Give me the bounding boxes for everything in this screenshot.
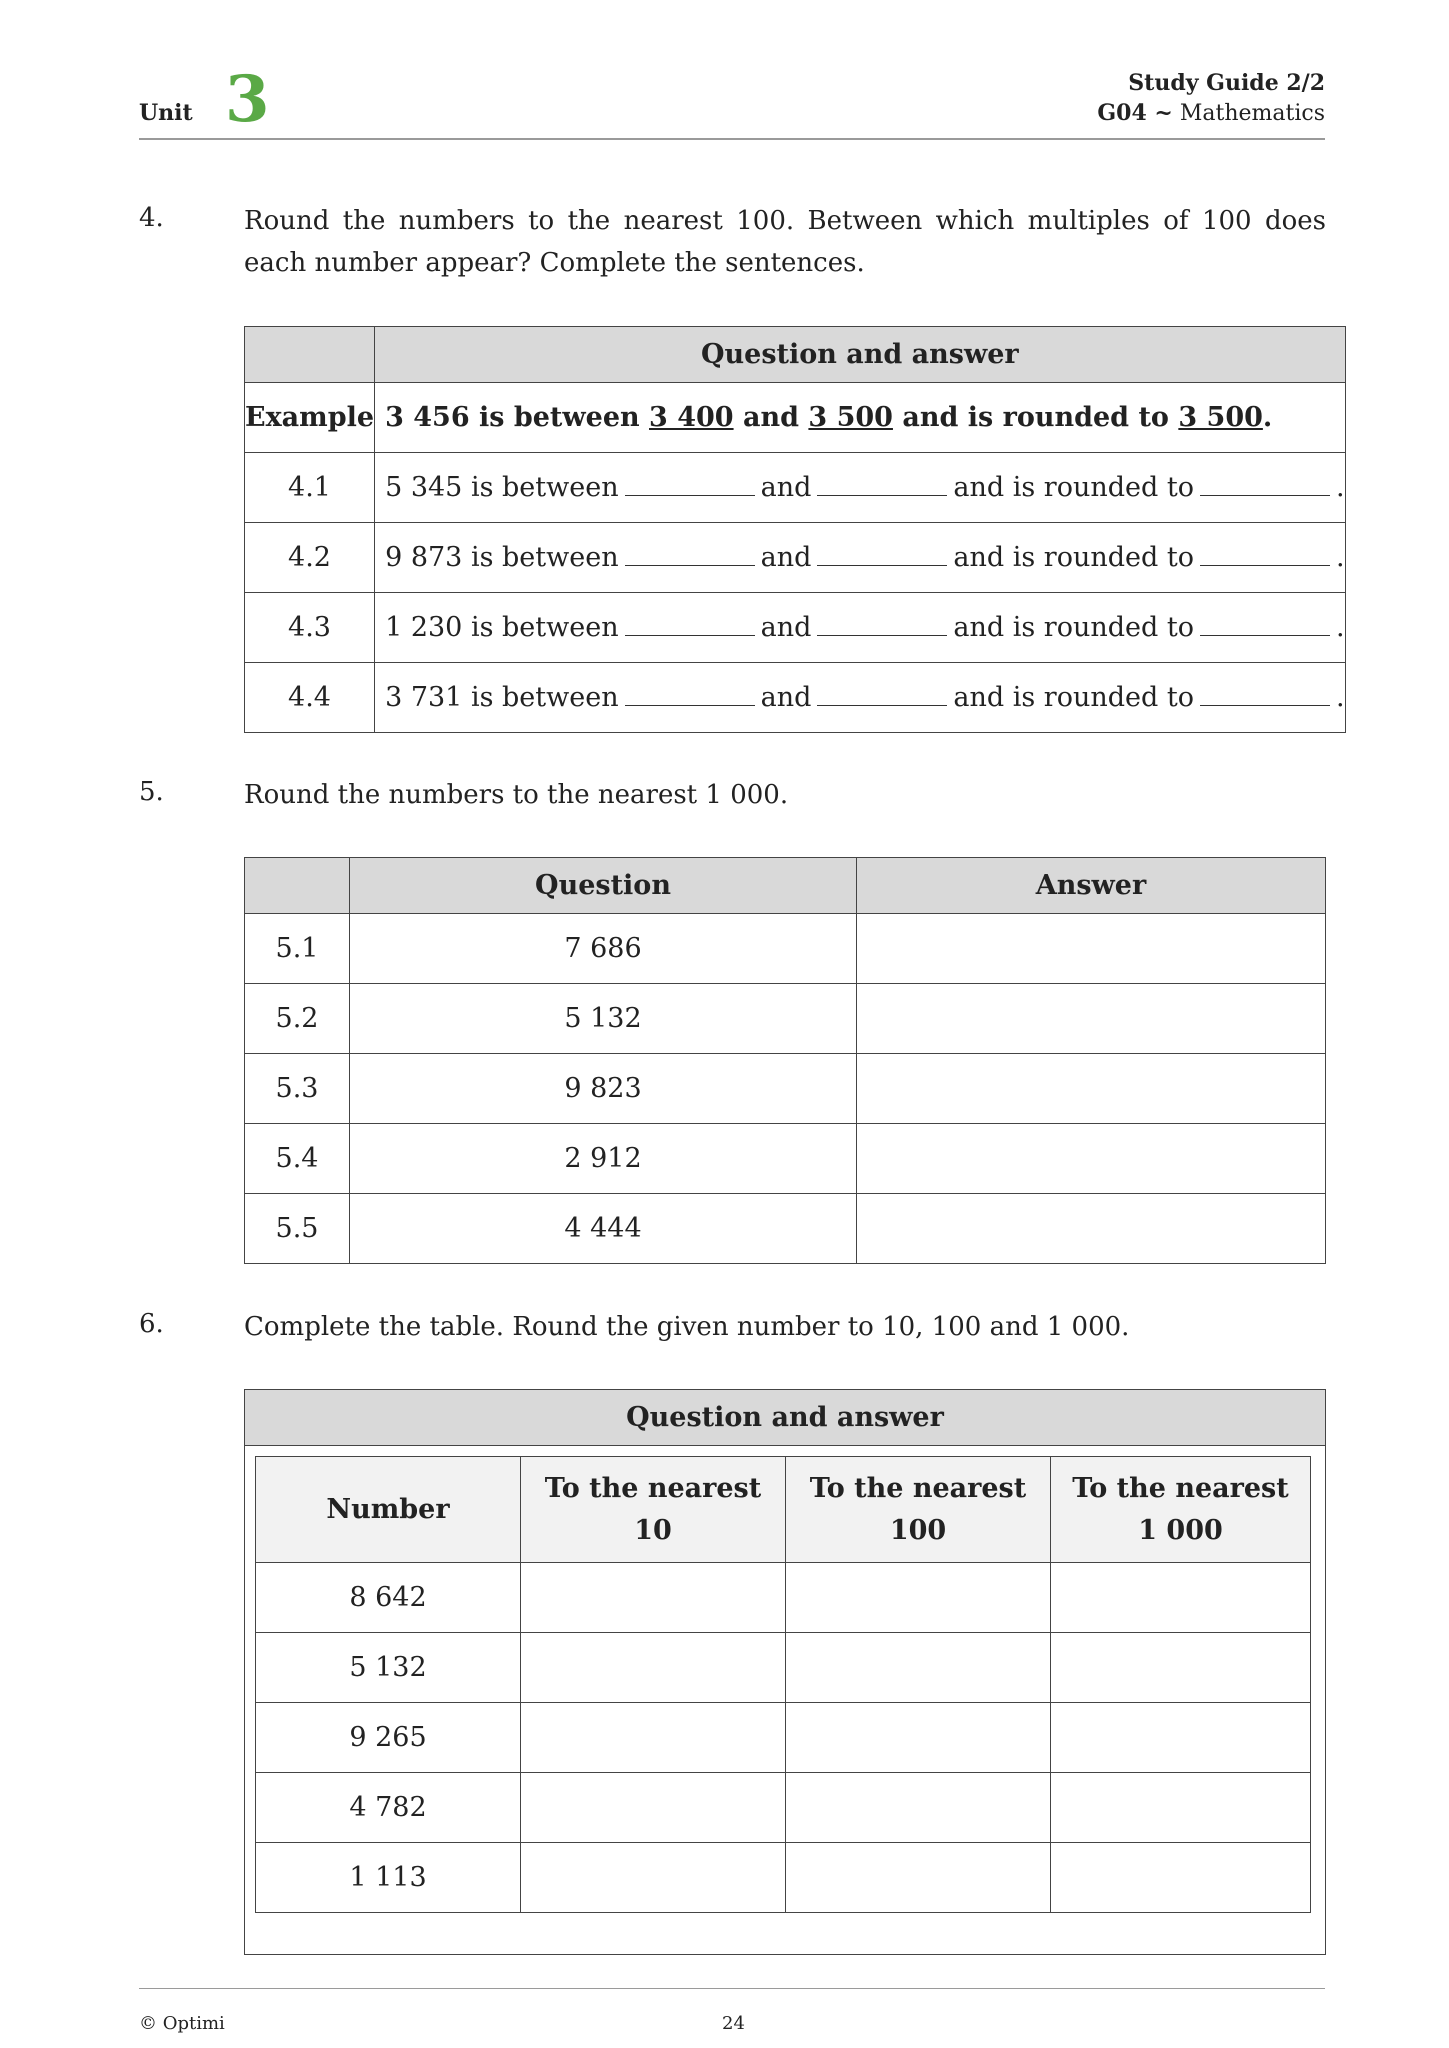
nearest-100-cell[interactable] — [786, 1563, 1051, 1633]
nearest-1000-cell[interactable] — [1051, 1843, 1311, 1913]
blank-upper[interactable] — [817, 683, 947, 706]
answer-header: Answer — [857, 858, 1326, 914]
empty-header-cell — [245, 327, 375, 383]
nearest-10-cell[interactable] — [521, 1563, 786, 1633]
and-word: and — [760, 542, 812, 573]
example-upper: 3 500 — [808, 402, 893, 433]
nearest-100-header-line1: To the nearest — [809, 1472, 1027, 1504]
blank-rounded[interactable] — [1200, 543, 1330, 566]
row-number-text: 3 731 is between — [385, 682, 619, 713]
grade-label: G04 ~ — [1097, 100, 1173, 126]
empty-header-cell — [245, 858, 350, 914]
nearest-100-cell[interactable] — [786, 1843, 1051, 1913]
blank-upper[interactable] — [817, 613, 947, 636]
table-row — [256, 1773, 1311, 1843]
nearest-100-cell[interactable] — [786, 1773, 1051, 1843]
blank-lower[interactable] — [625, 683, 755, 706]
rounded-text: and is rounded to — [953, 682, 1194, 713]
period: . — [1335, 682, 1345, 713]
number-cell: 4 782 — [256, 1773, 521, 1843]
example-part1: 3 456 is between — [385, 402, 640, 433]
rounded-text: and is rounded to — [953, 612, 1194, 643]
nearest-1000-header-line2: 1 000 — [1138, 1514, 1223, 1546]
nearest-1000-header — [1051, 1457, 1311, 1563]
question-answer-header: Question and answer — [375, 327, 1346, 383]
period: . — [1335, 612, 1345, 643]
row-label: 5.1 — [245, 914, 350, 984]
blank-rounded[interactable] — [1200, 613, 1330, 636]
blank-lower[interactable] — [625, 543, 755, 566]
nearest-100-cell[interactable] — [786, 1633, 1051, 1703]
blank-lower[interactable] — [625, 613, 755, 636]
question-cell: 7 686 — [350, 914, 857, 984]
example-lower: 3 400 — [649, 402, 734, 433]
blank-rounded[interactable] — [1200, 683, 1330, 706]
and-word: and — [760, 612, 812, 643]
page-footer — [139, 1988, 1325, 2034]
question-6-table — [255, 1456, 1311, 1913]
and-word: and — [760, 472, 812, 503]
row-label: 5.2 — [245, 984, 350, 1054]
question-4-number: 4. — [139, 203, 164, 233]
nearest-10-cell[interactable] — [521, 1703, 786, 1773]
nearest-10-cell[interactable] — [521, 1633, 786, 1703]
question-6-text: Complete the table. Round the given number to 10, 100 and 1 000. — [244, 1312, 1130, 1342]
unit-label: Unit — [139, 100, 193, 126]
row-sentence — [375, 663, 1346, 733]
row-label: 4.4 — [245, 663, 375, 733]
table-row — [256, 1633, 1311, 1703]
blank-lower[interactable] — [625, 473, 755, 496]
copyright: © Optimi — [139, 2013, 225, 2034]
row-label: 4.3 — [245, 593, 375, 663]
question-cell: 4 444 — [350, 1194, 857, 1264]
question-answer-header: Question and answer — [245, 1390, 1325, 1446]
question-4-text: Round the numbers to the nearest 100. Between which multiples of 100 does each number appear? Complete the sentences. — [244, 206, 1326, 278]
row-label: 4.2 — [245, 523, 375, 593]
row-sentence — [375, 523, 1346, 593]
example-rounded: 3 500 — [1178, 402, 1263, 433]
nearest-1000-cell[interactable] — [1051, 1633, 1311, 1703]
row-label: 5.3 — [245, 1054, 350, 1124]
nearest-10-cell[interactable] — [521, 1843, 786, 1913]
study-guide-label: Study Guide 2/2 — [1128, 70, 1325, 96]
nearest-100-cell[interactable] — [786, 1703, 1051, 1773]
table-row — [256, 1843, 1311, 1913]
table-header-row — [245, 858, 1326, 914]
example-and: and — [742, 402, 799, 433]
nearest-1000-header-line1: To the nearest — [1072, 1472, 1289, 1504]
table-header-row — [245, 327, 1346, 383]
nearest-1000-cell[interactable] — [1051, 1773, 1311, 1843]
row-number-text: 1 230 is between — [385, 612, 619, 643]
header-info — [1097, 68, 1325, 129]
question-cell: 2 912 — [350, 1124, 857, 1194]
nearest-1000-cell[interactable] — [1051, 1703, 1311, 1773]
period: . — [1335, 542, 1345, 573]
example-row — [245, 383, 1346, 453]
table-row — [245, 453, 1346, 523]
example-period: . — [1262, 402, 1273, 433]
answer-cell[interactable] — [857, 914, 1326, 984]
table-row — [245, 1124, 1326, 1194]
nearest-10-header-line1: To the nearest — [544, 1472, 762, 1504]
question-cell: 9 823 — [350, 1054, 857, 1124]
answer-cell[interactable] — [857, 1194, 1326, 1264]
and-word: and — [760, 682, 812, 713]
answer-cell[interactable] — [857, 984, 1326, 1054]
answer-cell[interactable] — [857, 1054, 1326, 1124]
period: . — [1335, 472, 1345, 503]
number-header: Number — [256, 1457, 521, 1563]
table-row — [245, 663, 1346, 733]
example-part3: and is rounded to — [902, 402, 1169, 433]
table-row — [245, 914, 1326, 984]
question-cell: 5 132 — [350, 984, 857, 1054]
row-number-text: 9 873 is between — [385, 542, 619, 573]
question-4-table — [244, 326, 1346, 733]
question-5-table — [244, 857, 1326, 1264]
nearest-10-header — [521, 1457, 786, 1563]
nearest-100-header-line2: 100 — [889, 1514, 947, 1546]
nearest-10-header-line2: 10 — [634, 1514, 672, 1546]
example-sentence — [375, 383, 1346, 453]
nearest-100-header — [786, 1457, 1051, 1563]
question-6-number: 6. — [139, 1309, 164, 1339]
table-row — [256, 1703, 1311, 1773]
number-cell: 1 113 — [256, 1843, 521, 1913]
number-cell: 5 132 — [256, 1633, 521, 1703]
page-number: 24 — [722, 2013, 745, 2034]
row-label: 5.5 — [245, 1194, 350, 1264]
table-row — [245, 523, 1346, 593]
row-number-text: 5 345 is between — [385, 472, 619, 503]
rounded-text: and is rounded to — [953, 542, 1194, 573]
row-sentence — [375, 453, 1346, 523]
table-header-row — [256, 1457, 1311, 1563]
row-sentence — [375, 593, 1346, 663]
table-row — [245, 984, 1326, 1054]
number-cell: 8 642 — [256, 1563, 521, 1633]
rounded-text: and is rounded to — [953, 472, 1194, 503]
blank-upper[interactable] — [817, 473, 947, 496]
row-label: 4.1 — [245, 453, 375, 523]
question-header: Question — [350, 858, 857, 914]
blank-upper[interactable] — [817, 543, 947, 566]
number-cell: 9 265 — [256, 1703, 521, 1773]
table-row — [245, 1194, 1326, 1264]
answer-cell[interactable] — [857, 1124, 1326, 1194]
row-label: 5.4 — [245, 1124, 350, 1194]
table-row — [256, 1563, 1311, 1633]
unit-number: 3 — [225, 62, 270, 137]
subject-label: Mathematics — [1179, 101, 1325, 126]
grade-subject — [1097, 98, 1325, 129]
page-header — [139, 62, 1325, 140]
nearest-10-cell[interactable] — [521, 1773, 786, 1843]
blank-rounded[interactable] — [1200, 473, 1330, 496]
table-row — [245, 593, 1346, 663]
nearest-1000-cell[interactable] — [1051, 1563, 1311, 1633]
question-6-box — [244, 1389, 1326, 1955]
table-row — [245, 1054, 1326, 1124]
question-5-number: 5. — [139, 777, 164, 807]
question-5-text: Round the numbers to the nearest 1 000. — [244, 780, 789, 810]
example-label: Example — [245, 383, 375, 453]
